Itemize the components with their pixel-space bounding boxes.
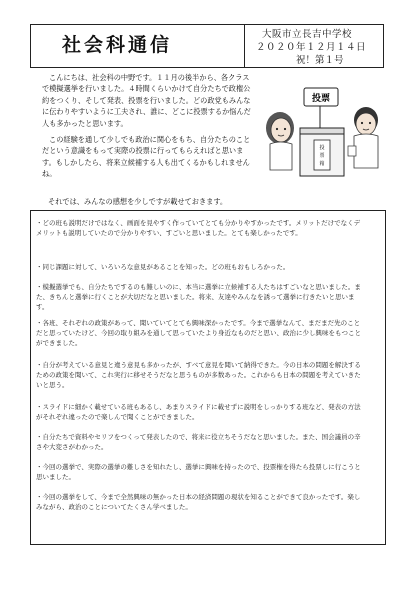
person-left-icon bbox=[266, 112, 294, 170]
svg-text:投票: 投票 bbox=[311, 94, 331, 104]
issue-number: 祝！第１号 bbox=[296, 55, 344, 66]
svg-text:票: 票 bbox=[319, 153, 325, 159]
person-right-icon bbox=[348, 107, 378, 168]
voting-illustration bbox=[262, 84, 392, 184]
comment-item: ・スライドに細かく載せている班もあるし、あまりスライドに載せずに説明をしっかりする班など、発表の方法がそれぞれ違ったので楽しんで聞くことができました。 bbox=[36, 403, 361, 421]
comment-item: ・今回の選挙で、実際の選挙の難しさを知れたし、選挙に興味を持ったので、投票権を得たら投票しに行こうと思いました。 bbox=[36, 463, 361, 481]
newsletter-title: 社会科通信 bbox=[62, 34, 173, 56]
intro-text bbox=[42, 72, 256, 180]
school-name: 大阪市立長吉中学校 bbox=[262, 29, 353, 40]
header-divider bbox=[244, 24, 245, 68]
comment-item: ・各班、それぞれの政策があって、聞いていてとても興味深かったです。今まで選挙なんて、まだまだ先のことだと思っていたけど、今回の取り組みを通して思っていたより身近なものだと思い、政治に少し興味をもつことができました。 bbox=[36, 319, 361, 347]
comment-item: ・今回の選挙をして、今まで全然興味の無かった日本の経済問題の現状を知ることができて良かったです。楽しみながら、政治のことについてたくさん学べました。 bbox=[36, 493, 361, 511]
comment-item: ・同じ課題に対して、いろいろな意見があることを知った。どの班もおもしろかった。 bbox=[36, 263, 290, 271]
comment-item: ・模擬選挙でも、自分たちでするのも難しいのに、本当に選挙に立候補する人たちはすごいなと思いました。また、きちんと選挙に行くことが大切だなと思いました。将来、友達やみんなを誘って選挙に行きたいと思います。 bbox=[36, 283, 361, 311]
comment-item: ・自分たちで資料やセリフをつくって発表したので、将来に役立ちそうだなと思いました。また、国会議員の辛さや大変さがわかった。 bbox=[36, 433, 361, 451]
intro-paragraph-3: それでは、みんなの感想を少しですが載せておきます。 bbox=[48, 197, 228, 206]
intro-paragraph-2: この経験を通して少しでも政治に関心をもち、自分たちのことだという意識をもって実際の投票に行ってもらえればと思います。もしかしたら、将来立候補する人も出てくるかもしれませんね。 bbox=[42, 135, 251, 179]
comment-item: ・自分が考えている意見と違う意見も多かったが、すべて意見を聞いて納得できた。今の日本の問題を解決するための政策を聞いて、これ実行に移せそうだなと思うものが多数あった。これからも日本の問題を考えていきたいと思う。 bbox=[36, 361, 361, 389]
vote-sign-icon bbox=[304, 88, 338, 128]
intro-paragraph-1: こんにちは、社会科の中野です。１１月の後半から、各クラスで模擬選挙を行いました。４時間くらいかけて自分たちで政権公約をつくり、そして発表、投票を行いました。どの政党もみんなに伝わりやすいように工夫され、誰に、どこに投票するか悩んだ人も多かったと思います。 bbox=[42, 73, 251, 128]
svg-text:投: 投 bbox=[319, 145, 325, 151]
svg-text:箱: 箱 bbox=[319, 161, 325, 167]
comment-item: ・どの班も説明だけではなく、画面を見やすく作っていてとても分かりやすかったです。メリットだけでなくデメリットも説明していたので分かりやすい、すごいと思いました。とても楽しかったです。 bbox=[36, 219, 361, 237]
issue-date: ２０２０年１２月１４日 bbox=[256, 42, 367, 53]
ballot-box-icon bbox=[300, 128, 344, 176]
